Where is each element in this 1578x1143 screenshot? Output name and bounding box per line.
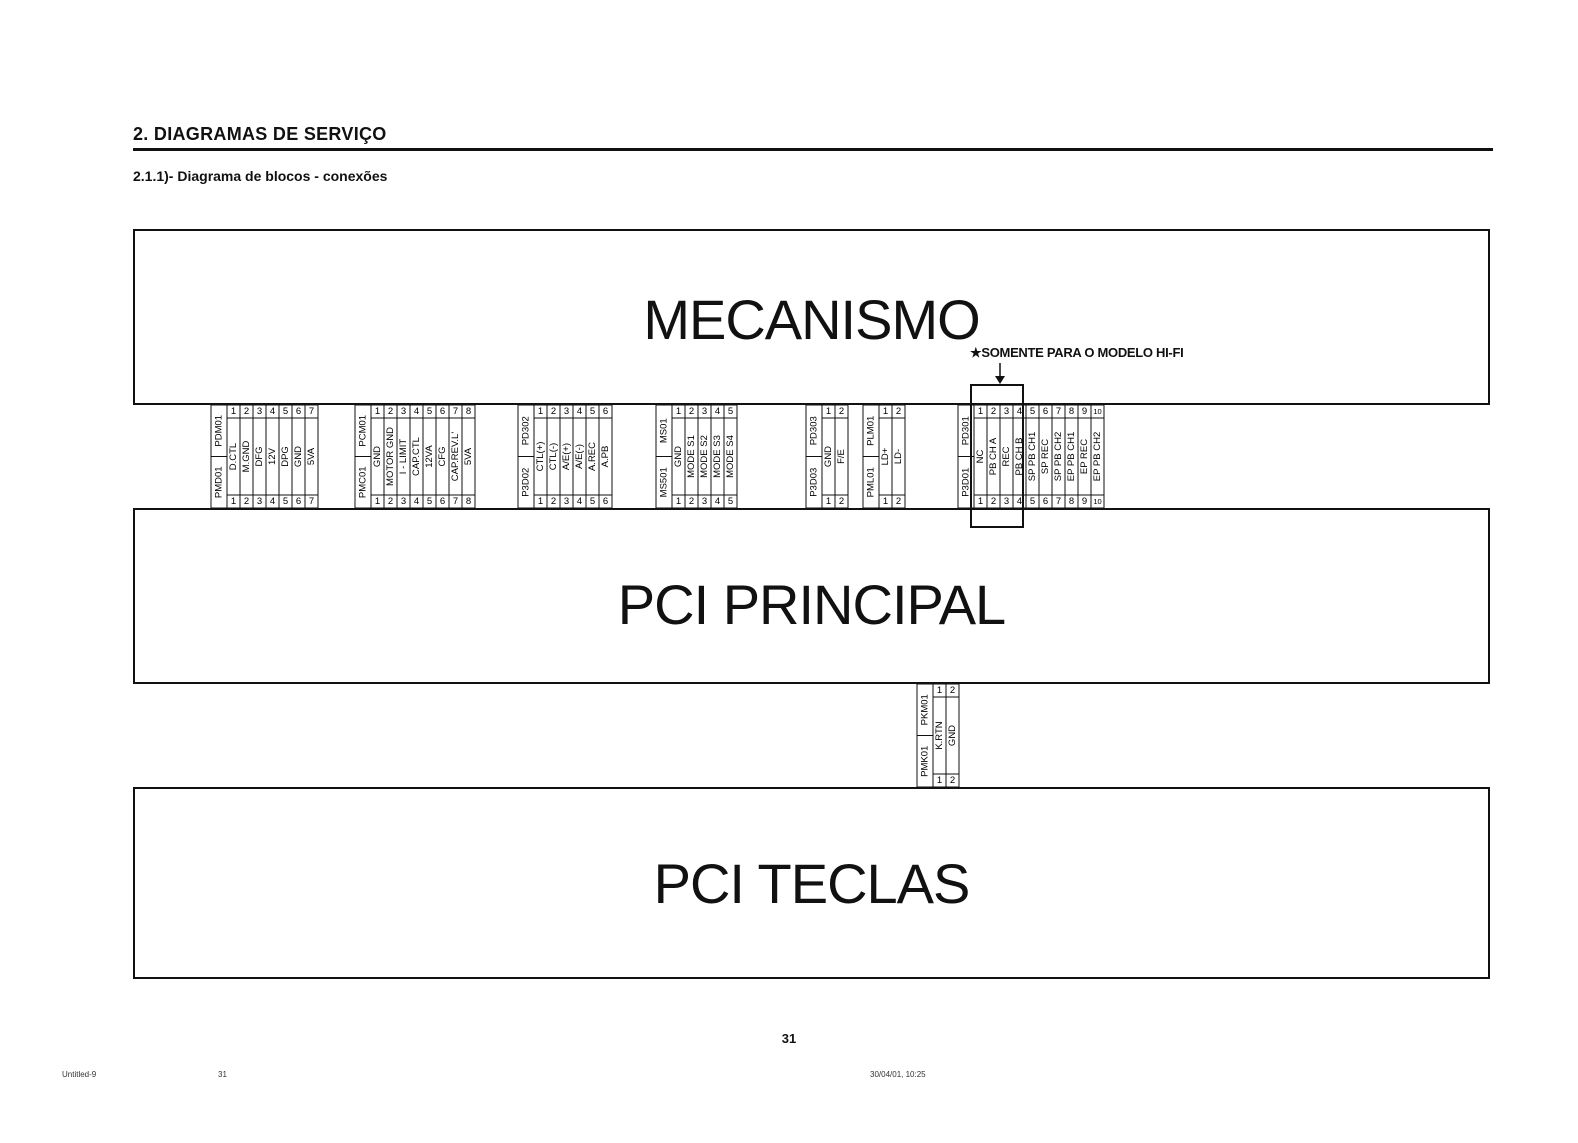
pin-signal-label: GND [947, 724, 958, 747]
pin-number-bottom: 3 [701, 496, 708, 507]
block-pci-teclas-label: PCI TECLAS [653, 852, 970, 915]
pin-number-top: 2 [387, 406, 394, 417]
pin-signal-label: DPG [280, 446, 291, 467]
pin-number-top: 6 [439, 406, 446, 417]
connector-lower-name: PMD01 [213, 466, 225, 499]
pin-number-bottom: 1 [230, 496, 237, 507]
connector-lower-name: PMC01 [357, 466, 369, 499]
pin-signal-label: SP REC [1040, 438, 1051, 475]
pin-signal-label: 12VA [424, 445, 435, 468]
pin-number-top: 6 [1042, 406, 1049, 417]
pin-signal-label: A.PB [600, 445, 611, 468]
pin-number-bottom: 1 [675, 496, 682, 507]
pin-number-top: 1 [230, 406, 237, 417]
pin-number-top: 6 [602, 406, 609, 417]
pin-signal-label: GND [823, 445, 834, 468]
pin-number-bottom: 6 [1042, 496, 1049, 507]
pin-number-bottom: 5 [589, 496, 596, 507]
footer-timestamp: 30/04/01, 10:25 [870, 1070, 926, 1079]
pin-signal-label: I - LIMIT [398, 438, 409, 475]
pin-number-top: 7 [1055, 406, 1062, 417]
pin-number-top: 3 [701, 406, 708, 417]
hifi-note: ★SOMENTE PARA O MODELO HI-FI [970, 345, 1184, 360]
pin-number-bottom: 1 [936, 775, 943, 786]
pin-number-bottom: 4 [413, 496, 420, 507]
pin-signal-label: MODE S2 [699, 435, 710, 478]
section-subtitle: 2.1.1)- Diagrama de blocos - conexões [133, 168, 388, 184]
pin-number-top: 3 [1003, 406, 1010, 417]
pin-signal-label: DFG [254, 446, 265, 467]
pin-number-bottom: 5 [727, 496, 734, 507]
pin-signal-label: MOTOR GND [385, 427, 396, 486]
hifi-pin-highlight [970, 384, 1024, 528]
block-mecanismo-label: MECANISMO [643, 288, 980, 351]
connector-upper-name: PLM01 [865, 415, 877, 446]
pin-number-bottom: 4 [714, 496, 721, 507]
pin-number-bottom: 3 [256, 496, 263, 507]
pin-number-top: 2 [895, 406, 902, 417]
pin-signal-label: SP PB CH1 [1027, 431, 1038, 482]
pin-signal-label: M.GND [241, 440, 252, 473]
pin-number-top: 2 [838, 406, 845, 417]
pin-number-bottom: 7 [308, 496, 315, 507]
pin-number-top: 8 [465, 406, 472, 417]
pin-number-bottom: 1 [374, 496, 381, 507]
pin-signal-label: GND [293, 445, 304, 468]
pin-number-bottom: 2 [895, 496, 902, 507]
pin-number-bottom: 1 [537, 496, 544, 507]
pin-signal-label: CAP.CTL [411, 437, 422, 476]
connector-lower-name: P3D03 [808, 467, 820, 497]
footer-file: Untitled-9 [62, 1070, 97, 1079]
pin-number-top: 4 [269, 406, 276, 417]
pin-number-top: 2 [990, 406, 997, 417]
pin-number-top: 4 [1016, 406, 1023, 417]
pin-signal-label: EP PB CH2 [1092, 431, 1103, 482]
pin-number-bottom: 8 [465, 496, 472, 507]
pin-number-top: 1 [977, 406, 984, 417]
connector-pd302 [518, 405, 612, 508]
pin-signal-label: K.RTN [934, 721, 945, 750]
pin-number-bottom: 6 [602, 496, 609, 507]
pin-number-top: 5 [1029, 406, 1036, 417]
pin-number-bottom: 1 [977, 496, 984, 507]
pin-number-top: 5 [282, 406, 289, 417]
connector-lower-name: PMK01 [919, 745, 931, 777]
pin-number-top: 2 [688, 406, 695, 417]
pin-signal-label: F/E [836, 449, 847, 464]
pin-number-bottom: 4 [576, 496, 583, 507]
pin-signal-label: EP PB CH1 [1066, 431, 1077, 482]
connector-lower-name: MS501 [658, 467, 670, 498]
connector-pcm01 [355, 405, 475, 508]
connector-upper-name: PKM01 [919, 694, 931, 726]
pin-number-top: 3 [563, 406, 570, 417]
connector-upper-name: PD303 [808, 416, 820, 446]
pin-signal-label: A.REC [587, 441, 598, 472]
pin-number-bottom: 9 [1081, 496, 1088, 507]
pin-number-top: 8 [1068, 406, 1075, 417]
pin-number-bottom: 10 [1093, 497, 1102, 506]
page-number: 31 [781, 1031, 797, 1046]
pin-signal-label: A/E(-) [574, 444, 585, 469]
connector-lower-name: P3D01 [960, 467, 972, 497]
pin-number-top: 1 [936, 685, 943, 696]
pin-number-bottom: 2 [243, 496, 250, 507]
pin-number-bottom: 6 [439, 496, 446, 507]
pin-number-top: 4 [413, 406, 420, 417]
pin-signal-label: LD+ [880, 447, 891, 466]
pin-signal-label: CAP.REV.L' [450, 431, 461, 482]
pin-signal-label: REC [1001, 446, 1012, 467]
pin-number-top: 1 [882, 406, 889, 417]
connector-ms01 [656, 405, 737, 508]
pin-number-bottom: 3 [563, 496, 570, 507]
pin-number-top: 2 [550, 406, 557, 417]
connector-pkm01 [917, 684, 959, 787]
pin-signal-label: NC [975, 449, 986, 464]
pin-number-bottom: 8 [1068, 496, 1075, 507]
pin-signal-label: MODE S3 [712, 435, 723, 478]
pin-number-bottom: 3 [400, 496, 407, 507]
pin-number-bottom: 2 [688, 496, 695, 507]
pin-number-bottom: 5 [1029, 496, 1036, 507]
connector-upper-name: MS01 [658, 418, 670, 444]
footer-page: 31 [218, 1070, 227, 1079]
pin-signal-label: GND [372, 445, 383, 468]
pin-number-top: 4 [576, 406, 583, 417]
connector-pdm01 [211, 405, 318, 508]
pin-number-top: 6 [295, 406, 302, 417]
pin-number-bottom: 5 [282, 496, 289, 507]
pin-number-top: 3 [400, 406, 407, 417]
pin-number-top: 10 [1093, 407, 1102, 416]
pin-signal-label: MODE S4 [725, 435, 736, 478]
pin-number-top: 1 [537, 406, 544, 417]
connector-plm01 [863, 405, 905, 508]
pin-signal-label: GND [673, 445, 684, 468]
pin-number-bottom: 7 [1055, 496, 1062, 507]
pin-signal-label: CFG [437, 446, 448, 467]
connector-upper-name: PCM01 [357, 414, 369, 447]
pin-number-top: 2 [243, 406, 250, 417]
pin-number-bottom: 3 [1003, 496, 1010, 507]
pin-signal-label: LD- [893, 448, 904, 465]
pin-number-bottom: 6 [295, 496, 302, 507]
pin-number-bottom: 2 [949, 775, 956, 786]
pin-number-top: 3 [256, 406, 263, 417]
pin-number-top: 1 [675, 406, 682, 417]
pin-number-top: 7 [308, 406, 315, 417]
pin-signal-label: EP REC [1079, 438, 1090, 475]
pin-signal-label: CTL(-) [548, 442, 559, 471]
pin-signal-label: SP PB CH2 [1053, 431, 1064, 482]
pin-number-top: 5 [727, 406, 734, 417]
pin-number-bottom: 2 [838, 496, 845, 507]
pin-signal-label: 5VA [463, 447, 474, 466]
pin-number-top: 4 [714, 406, 721, 417]
pin-signal-label: 5VA [306, 447, 317, 466]
pin-number-top: 1 [825, 406, 832, 417]
pin-number-bottom: 5 [426, 496, 433, 507]
pin-number-top: 1 [374, 406, 381, 417]
pin-number-bottom: 1 [882, 496, 889, 507]
pin-signal-label: PB CH B [1014, 437, 1025, 476]
connector-lower-name: PML01 [865, 467, 877, 498]
pin-signal-label: PB CH A [988, 437, 999, 476]
section-title: 2. DIAGRAMAS DE SERVIÇO [133, 124, 387, 144]
pin-signal-label: A/E(+) [561, 442, 572, 471]
pin-number-bottom: 2 [550, 496, 557, 507]
connector-upper-name: PD302 [520, 416, 532, 446]
pin-number-top: 7 [452, 406, 459, 417]
pin-number-bottom: 2 [990, 496, 997, 507]
pin-number-top: 2 [949, 685, 956, 696]
pin-number-top: 5 [589, 406, 596, 417]
connector-lower-name: P3D02 [520, 467, 532, 497]
pin-signal-label: D.CTL [228, 442, 239, 471]
pin-number-bottom: 4 [1016, 496, 1023, 507]
pin-signal-label: CTL(+) [535, 441, 546, 472]
block-pci-principal-label: PCI PRINCIPAL [617, 573, 1006, 636]
pin-number-bottom: 1 [825, 496, 832, 507]
pin-signal-label: MODE S1 [686, 435, 697, 478]
pin-number-bottom: 2 [387, 496, 394, 507]
connector-upper-name: PD301 [960, 416, 972, 446]
pin-number-top: 5 [426, 406, 433, 417]
pin-number-bottom: 4 [269, 496, 276, 507]
pin-number-top: 9 [1081, 406, 1088, 417]
connector-pd303 [806, 405, 848, 508]
pin-number-bottom: 7 [452, 496, 459, 507]
connector-upper-name: PDM01 [213, 414, 225, 447]
pin-signal-label: 12V [267, 448, 278, 465]
